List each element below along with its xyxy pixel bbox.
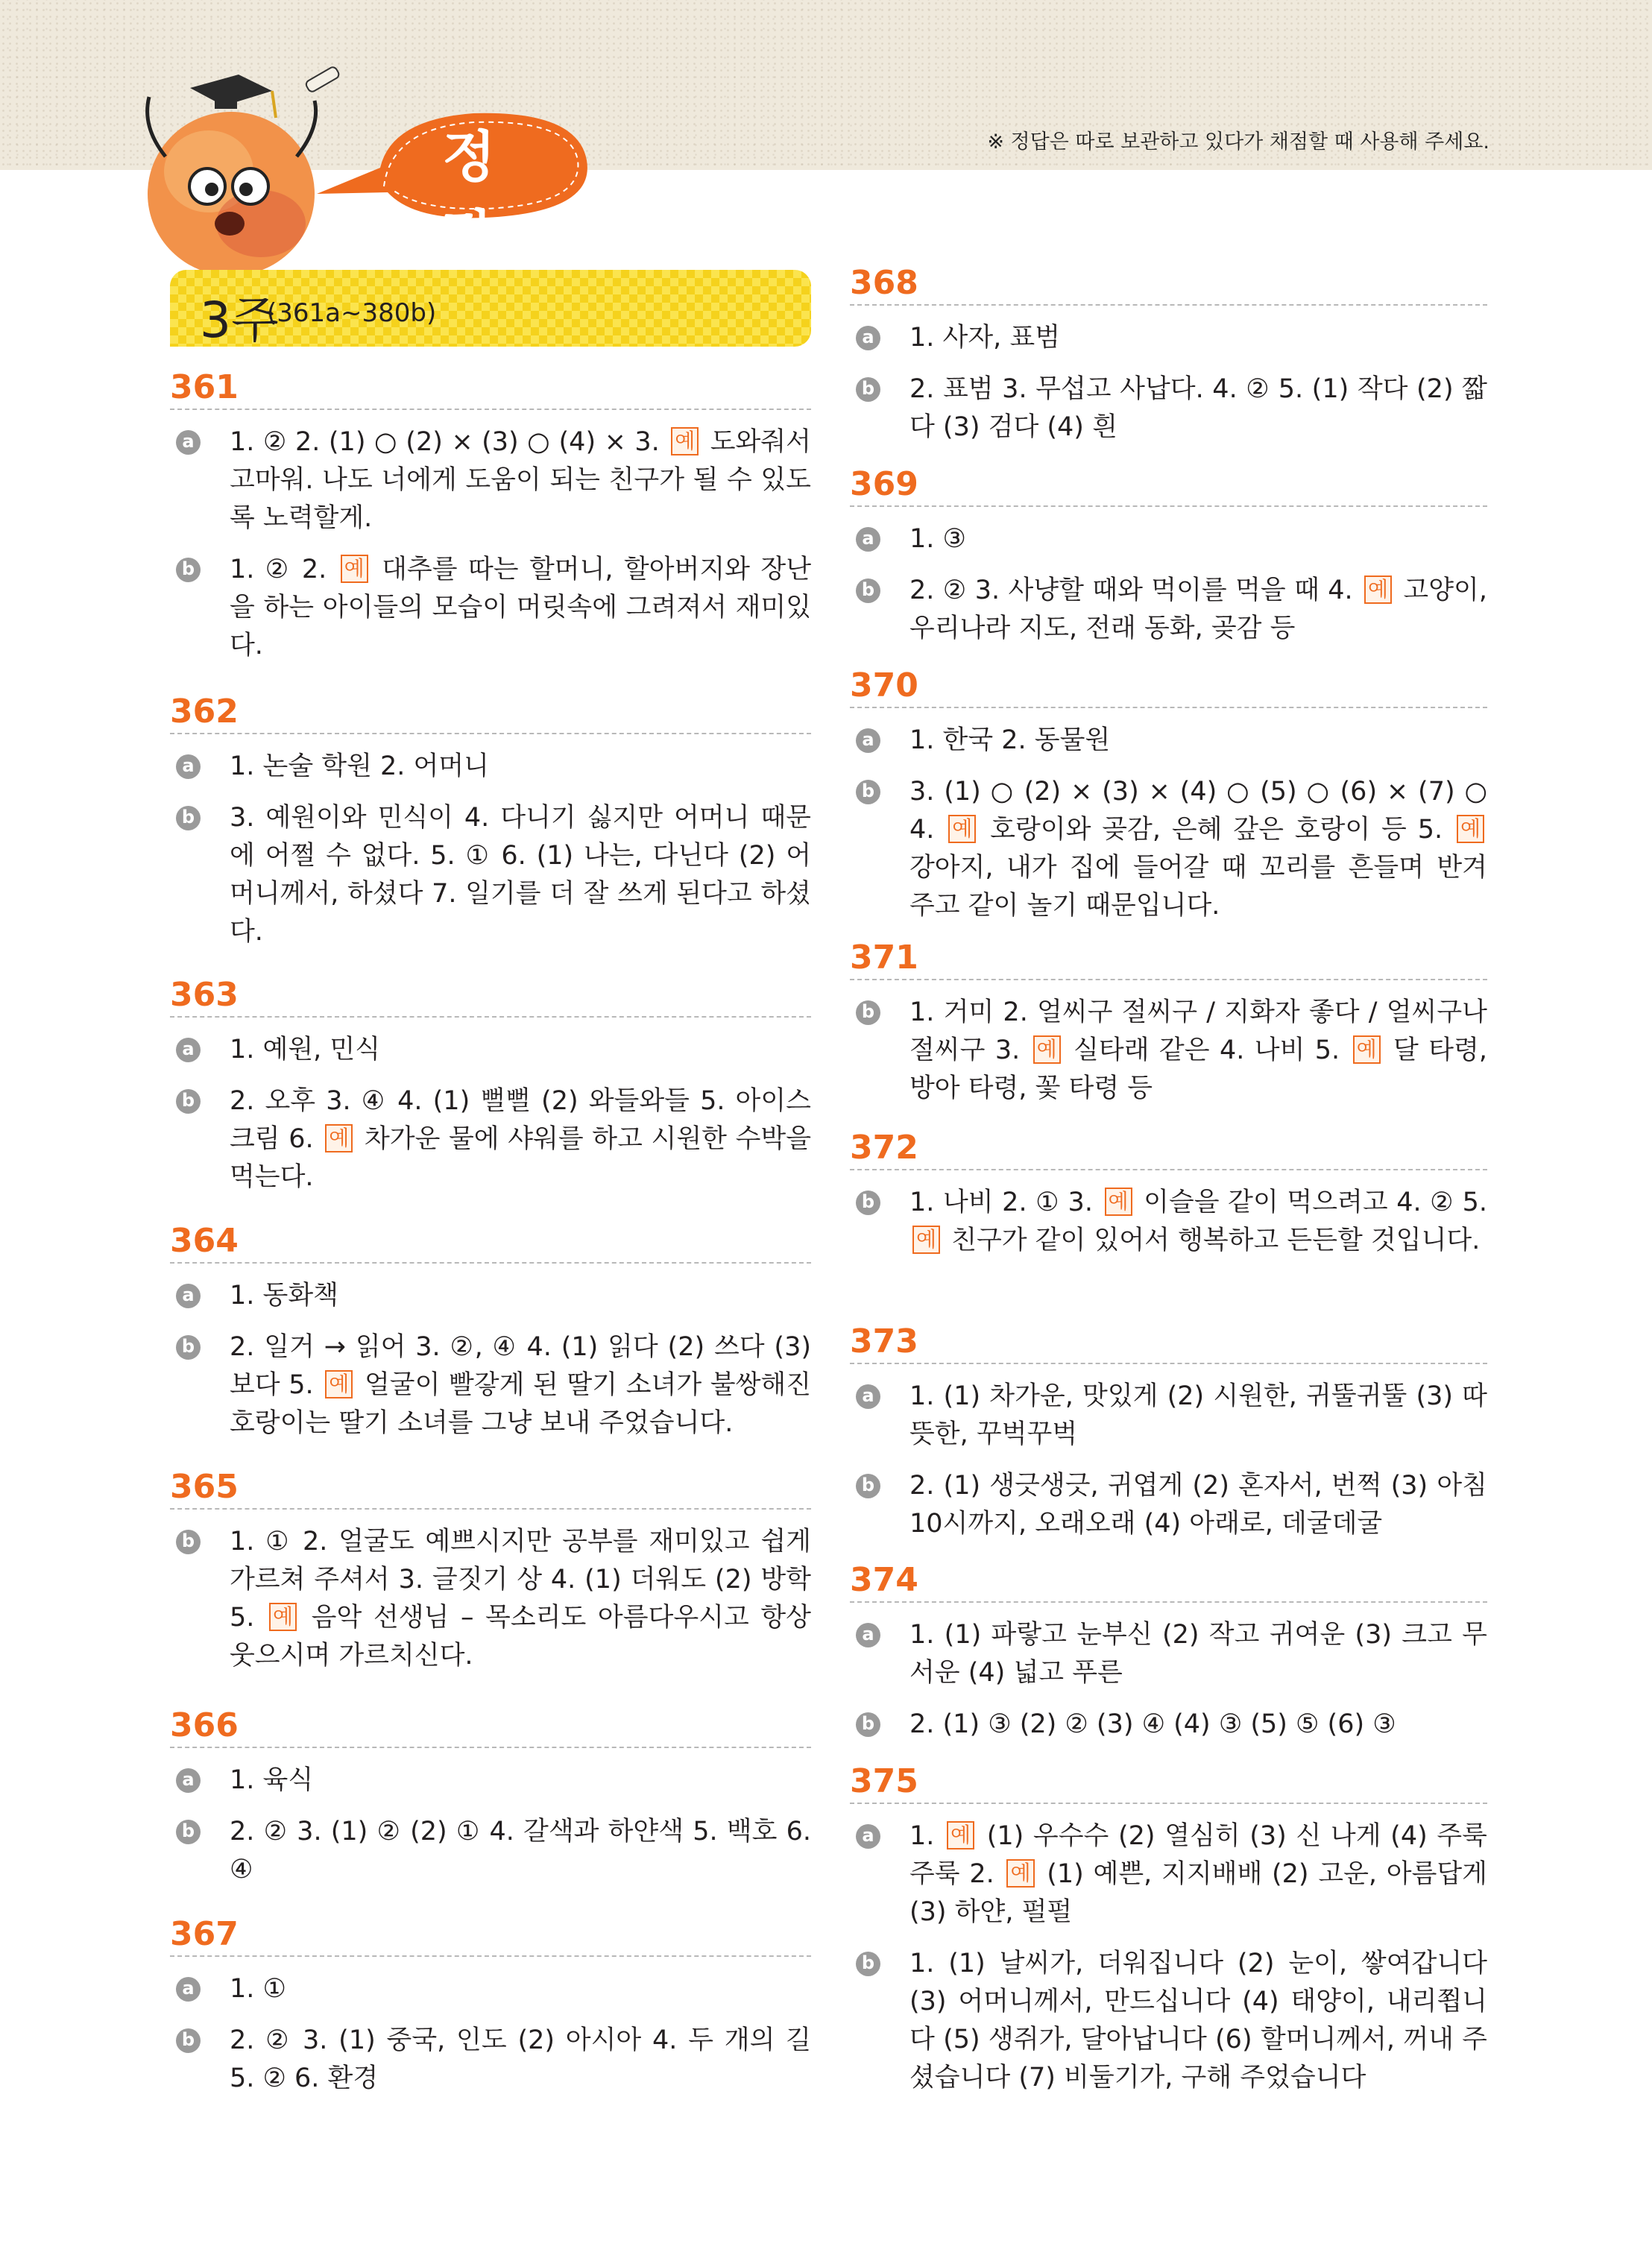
part-badge-icon: a [856,326,880,350]
part-badge-icon: a [856,1824,880,1849]
example-mark-icon: 예 [1033,1035,1061,1064]
part-badge-icon: b [856,1191,880,1215]
part-badge-icon: b [176,1335,201,1360]
answer-row [850,1616,1487,1692]
answer-row [850,370,1487,447]
part-badge-icon: b [856,1474,880,1498]
example-mark-icon: 예 [341,555,368,583]
part-badge-icon: a [176,754,201,779]
answer-text: 1. (1) 파랗고 눈부신 (2) 작고 귀여운 (3) 크고 무서운 (4) 넓고 푸른 [909,1620,1487,1688]
answer-text: 2. 일거 → 읽어 3. ②, ④ 4. (1) 읽다 (2) 쓰다 (3) 보다 5. 예 얼굴이 빨갛게 된 딸기 소녀가 불쌍해진 호랑이는 딸기 소녀를 그냥 보내 주었습니다. [230,1332,812,1438]
answer-section [170,365,811,665]
part-badge-icon: b [856,1000,880,1025]
answer-text: 1. ② 2. (1) ○ (2) × (3) ○ (4) × 3. 예 도와줘서 고마워. 나도 너에게 도움이 되는 친구가 될 수 있도록 노력할게. [230,427,811,533]
section-number: 371 [850,936,1487,980]
example-mark-icon: 예 [325,1124,353,1152]
part-badge-icon: b [176,806,201,830]
answer-row [170,551,811,665]
section-number: 374 [850,1558,1487,1603]
answer-text: 1. (1) 날씨가, 더워집니다 (2) 눈이, 쌓여갑니다 (3) 어머니께서, 만드십니다 (4) 태양이, 내리쬡니다 (5) 생쥐가, 달아납니다 (6) 할머니께서, 꺼내 주셨습니다 (7) 비둘기가, 구해 주었습니다 [909,1949,1487,2093]
answer-row [170,1762,811,1800]
part-badge-icon: b [856,780,880,804]
answer-row [170,1328,811,1442]
example-mark-icon: 예 [947,1821,974,1850]
example-mark-icon: 예 [948,815,976,843]
answer-text: 2. ② 3. (1) ② (2) ① 4. 갈색과 하얀색 5. 백호 6. ④ [230,1817,811,1885]
example-mark-icon: 예 [325,1370,353,1398]
part-badge-icon: b [176,558,201,582]
answer-text: 1. 육식 [230,1765,314,1795]
answer-section [170,1465,811,1675]
answer-text: 1. 예원, 민식 [230,1035,381,1065]
answer-row [170,1277,811,1315]
part-badge-icon: b [176,1820,201,1844]
answer-section [850,663,1487,925]
part-badge-icon: b [856,578,880,603]
part-badge-icon: a [176,1977,201,2002]
answer-section [850,462,1487,648]
week-range: (361a~380b) [267,298,437,328]
section-number: 364 [170,1219,811,1264]
storage-notice: ※ 정답은 따로 보관하고 있다가 채점할 때 사용해 주세요. [987,130,1489,154]
answer-text: 1. ① 2. 얼굴도 예쁘시지만 공부를 재미있고 쉽게 가르쳐 주셔서 3. 글짓기 상 4. (1) 더워도 (2) 방학 5. 예 음악 선생님 – 목소리도 아름다우시고 항상 웃으시며 가르치신다. [230,1527,811,1671]
section-number: 367 [170,1912,811,1957]
answer-section [170,1703,811,1889]
example-mark-icon: 예 [269,1603,297,1631]
answer-text: 2. ② 3. (1) 중국, 인도 (2) 아시아 4. 두 개의 길 5. ② 6. 환경 [230,2025,811,2093]
answer-text: 3. (1) ○ (2) × (3) × (4) ○ (5) ○ (6) × (7) ○ 4. 예 호랑이와 곶감, 은혜 갚은 호랑이 등 5. 예 강아지, 내가 집에 들어갈 때 꼬리를 흔들며 반겨 주고 같이 놀기 때문입니다. [909,777,1487,921]
answer-text: 1. 사자, 표범 [909,323,1061,353]
answer-section [850,1558,1487,1744]
part-badge-icon: b [856,377,880,402]
answer-text: 2. (1) ③ (2) ② (3) ④ (4) ③ (5) ⑤ (6) ③ [909,1709,1396,1739]
part-badge-icon: b [856,1952,880,1976]
answer-row [850,994,1487,1108]
part-badge-icon: a [176,1768,201,1793]
answer-section [170,973,811,1196]
section-number: 375 [850,1759,1487,1804]
answer-row [850,319,1487,357]
answer-row [170,423,811,537]
example-mark-icon: 예 [1457,815,1484,843]
answer-section [170,1219,811,1442]
example-mark-icon: 예 [912,1226,940,1254]
answer-section [850,1126,1487,1260]
section-number: 361 [170,365,811,410]
part-badge-icon: a [176,430,201,455]
week-title: 3주 [200,291,279,349]
section-number: 366 [170,1703,811,1748]
example-mark-icon: 예 [1105,1188,1132,1216]
answer-text: 1. 예 (1) 우수수 (2) 열심히 (3) 신 나게 (4) 주룩주룩 2. 예 (1) 예쁜, 지지배배 (2) 고운, 아름답게 (3) 하얀, 펄펄 [909,1821,1487,1927]
answer-text: 1. ③ [909,524,966,554]
answer-text: 1. 나비 2. ① 3. 예 이슬을 같이 먹으려고 4. ② 5. 예 친구가 같이 있어서 행복하고 든든할 것입니다. [909,1188,1487,1255]
answer-row [170,2022,811,2098]
answer-row [170,1523,811,1675]
section-number: 362 [170,690,811,734]
example-mark-icon: 예 [1006,1859,1034,1888]
answer-section [170,1912,811,2098]
section-number: 372 [850,1126,1487,1170]
answer-row [850,1184,1487,1260]
section-number: 363 [170,973,811,1018]
section-number: 370 [850,663,1487,708]
answer-row [850,1467,1487,1543]
answer-section [850,261,1487,447]
answer-text: 3. 예원이와 민식이 4. 다니기 싫지만 어머니 때문에 어쩔 수 없다. 5. ① 6. (1) 나는, 다닌다 (2) 어머니께서, 하셨다 7. 일기를 더 잘 쓰게 된다고 하셨다. [230,803,811,947]
part-badge-icon: b [176,1530,201,1554]
answer-row [850,1817,1487,1932]
answer-row [170,799,811,951]
answer-section [850,1759,1487,2097]
answer-text: 1. (1) 차가운, 맛있게 (2) 시원한, 귀뚤귀뚤 (3) 따뜻한, 꾸벅꾸벅 [909,1381,1487,1449]
section-number: 365 [170,1465,811,1510]
answer-row [170,1082,811,1196]
answer-row [850,722,1487,760]
answer-row [850,1945,1487,2097]
example-mark-icon: 예 [1353,1035,1381,1064]
answer-row [170,1970,811,2008]
example-mark-icon: 예 [671,427,699,455]
part-badge-icon: a [856,1384,880,1409]
part-badge-icon: a [856,728,880,753]
answer-section [170,690,811,951]
part-badge-icon: a [856,1623,880,1647]
answer-text: 1. ① [230,1974,286,2004]
answer-row [850,1378,1487,1454]
week-banner [170,270,811,347]
section-number: 369 [850,462,1487,507]
answer-text: 1. ② 2. 예 대추를 따는 할머니, 할아버지와 장난을 하는 아이들의 모습이 머릿속에 그려져서 재미있다. [230,555,812,660]
answer-text: 2. ② 3. 사냥할 때와 먹이를 먹을 때 4. 예 고양이, 우리나라 지도, 전래 동화, 곶감 등 [909,576,1487,643]
answer-text: 2. 표범 3. 무섭고 사납다. 4. ② 5. (1) 작다 (2) 짧다 (3) 검다 (4) 흰 [909,374,1487,442]
answer-row [850,1706,1487,1744]
answer-row [850,572,1487,648]
part-badge-icon: a [176,1038,201,1062]
answer-text: 1. 거미 2. 얼씨구 절씨구 / 지화자 좋다 / 얼씨구나 절씨구 3. 예 실타래 같은 4. 나비 5. 예 달 타령, 방아 타령, 꽃 타령 등 [909,997,1488,1103]
page-title: 정답 [442,125,497,268]
answer-row [850,520,1487,558]
part-badge-icon: b [856,1712,880,1737]
answer-row [850,773,1487,925]
section-number: 373 [850,1319,1487,1364]
part-badge-icon: b [176,2028,201,2053]
answer-text: 1. 동화책 [230,1281,338,1311]
answer-row [170,1031,811,1069]
answer-text: 1. 논술 학원 2. 어머니 [230,751,489,781]
section-number: 368 [850,261,1487,306]
part-badge-icon: a [176,1284,201,1308]
answer-row [170,748,811,786]
answer-section [850,936,1487,1108]
part-badge-icon: b [176,1089,201,1114]
answer-text: 2. (1) 생긋생긋, 귀엽게 (2) 혼자서, 번쩍 (3) 아침 10시까지, 오래오래 (4) 아래로, 데굴데굴 [909,1471,1487,1539]
answer-text: 2. 오후 3. ④ 4. (1) 뻘뻘 (2) 와들와들 5. 아이스크림 6. 예 차가운 물에 샤워를 하고 시원한 수박을 먹는다. [230,1086,812,1192]
answer-text: 1. 한국 2. 동물원 [909,725,1111,755]
answer-section [850,1319,1487,1543]
example-mark-icon: 예 [1364,576,1392,604]
part-badge-icon: a [856,527,880,552]
answer-row [170,1813,811,1889]
